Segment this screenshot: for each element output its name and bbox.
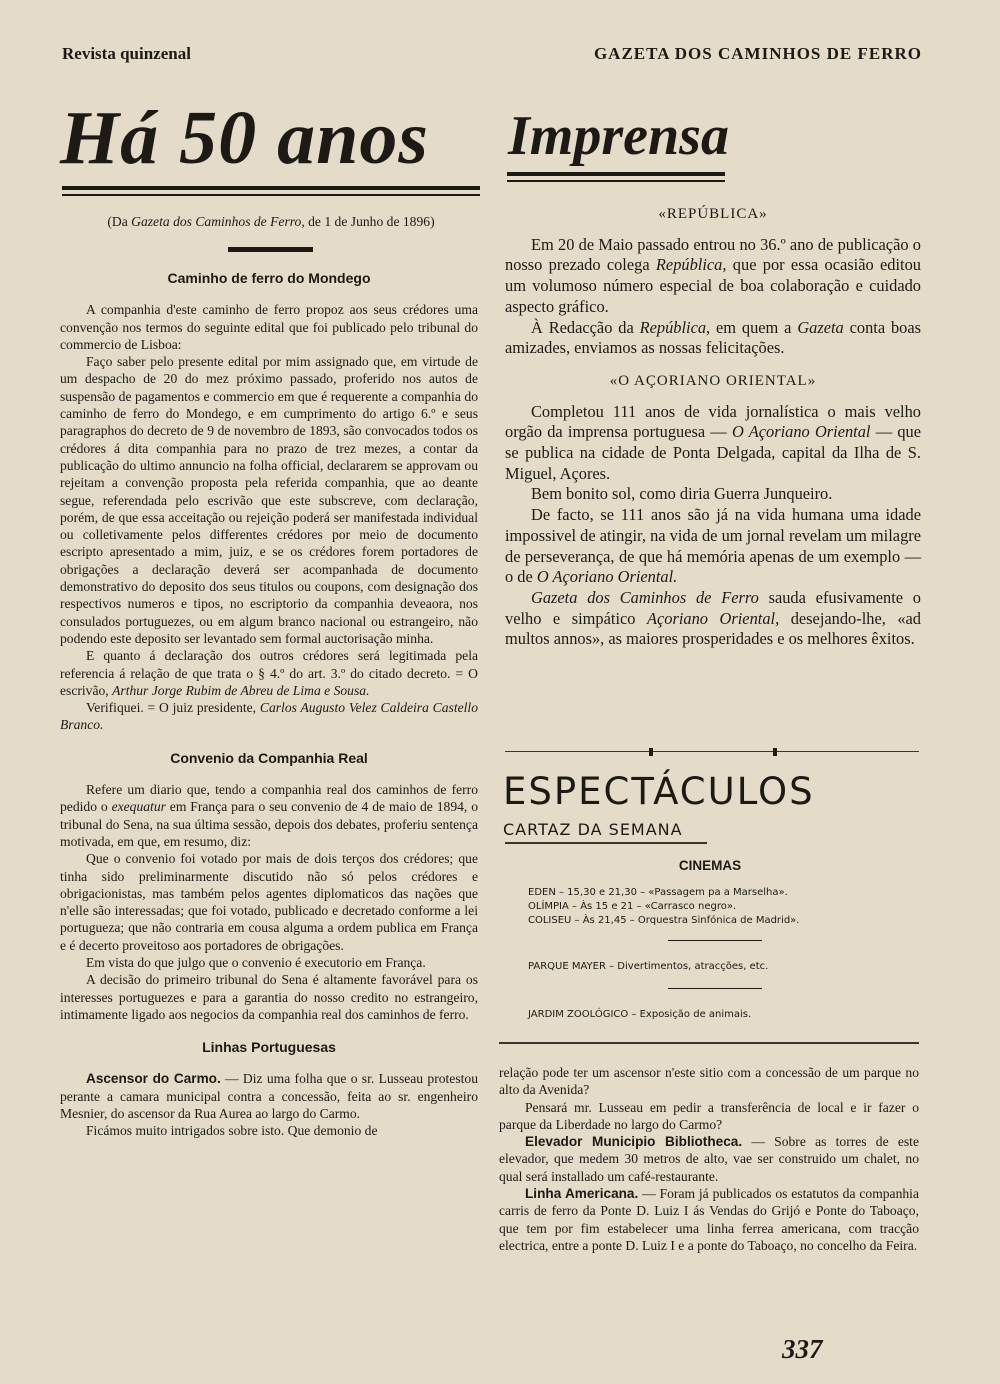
acoriano-p1a: Completou 111 anos de vida jornalística o mais velho orgão da imprensa portuguesa — (505, 401, 921, 442)
mondego-p3 (60, 647, 478, 699)
ornamental-divider (505, 748, 919, 756)
acoriano-p4-italic2: Açoriano Oriental, (647, 608, 780, 628)
cartaz-subtitle: CARTAZ DA SEMANA (503, 820, 683, 839)
right-title: Imprensa (508, 105, 729, 167)
mondego-p4 (60, 699, 478, 734)
republica-p1a: Em 20 de Maio passado entrou no 36.º ano de publicação o nosso prezado colega (505, 234, 921, 275)
acoriano-p1 (505, 402, 921, 485)
convenio-p1 (60, 781, 478, 850)
continuation (499, 1064, 919, 1254)
heading-mondego: Caminho de ferro do Mondego (167, 270, 371, 286)
ornament-mark-1 (649, 748, 653, 756)
republica-p2-italic2: Gazeta (797, 317, 844, 337)
source-divider (228, 247, 313, 252)
cont-p3 (499, 1133, 919, 1185)
page-number: 337 (782, 1334, 823, 1364)
listing-divider-2 (668, 988, 762, 989)
cartaz-underline (505, 842, 707, 844)
linhas-p2: Ficámos muito intrigados sobre isto. Que demonio de (86, 1123, 378, 1139)
ornament-line (505, 751, 919, 752)
cont-lead4: Linha Americana. (525, 1186, 639, 1202)
section-imprensa (505, 204, 921, 650)
cinemas-heading: CINEMAS (678, 858, 742, 873)
cont-p3-text: — Sobre as torres de este elevador, que medem 30 metros de alto, vae ser construido um chalet, no qual será installado um café-restaurante. (499, 1134, 919, 1184)
acoriano-p4a: sauda efusivamente o velho e simpático (505, 587, 921, 628)
header-left: Revista quinzenal (62, 44, 191, 63)
acoriano-p1-italic: O Açoriano Oriental (731, 422, 871, 442)
left-title-rule-2 (62, 194, 480, 196)
republica-p1-italic: República, (655, 255, 727, 275)
acoriano-p3 (505, 505, 921, 588)
listing-olimpia: OLÍMPIA – Às 15 e 21 – «Carrasco negro». (528, 901, 737, 912)
convenio-p3: Em vista do que julgo que o convenio é executorio em França. (86, 954, 426, 970)
listing-eden: EDEN – 15,30 e 21,30 – «Passagem pa a Marselha». (528, 887, 788, 898)
listing-jardim: JARDIM ZOOLÓGICO – Exposição de animais. (528, 1009, 752, 1020)
cont-p1: relação pode ter um ascensor n'este sitio com a concessão de um parque no alto da Avenida? (499, 1065, 919, 1098)
source-note (62, 214, 480, 230)
ornament-mark-2 (773, 748, 777, 756)
left-title: Há 50 anos (60, 96, 429, 180)
cont-lead3: Elevador Municipio Bibliotheca. (525, 1134, 743, 1150)
acoriano-p4 (505, 588, 921, 650)
acoriano-p4-italic1: Gazeta dos Caminhos de Ferro (531, 587, 759, 607)
source-prefix: (Da (107, 214, 132, 229)
source-journal: Gazeta dos Caminhos de Ferro (131, 214, 302, 229)
column-bottom-rule (499, 1042, 919, 1044)
heading-convenio: Convenio da Companhia Real (170, 749, 368, 766)
convenio-p1a: Refere um diario que, tendo a companhia real dos caminhos de ferro pedido o (60, 782, 478, 815)
heading-acoriano: «O AÇORIANO ORIENTAL» (609, 372, 817, 389)
heading-republica: «REPÚBLICA» (658, 206, 768, 222)
linhas-p1 (60, 1070, 478, 1122)
republica-p1 (505, 235, 921, 318)
mondego-p4-italic: Carlos Augusto Velez Caldeira Castello Branco. (60, 700, 478, 733)
cont-p2: Pensará mr. Lusseau em pedir a transferência de local e ir fazer o parque da Liberdade no largo do Carmo? (499, 1099, 919, 1132)
espectaculos-title: ESPECTÁCULOS (503, 770, 815, 813)
right-title-rule-1 (507, 172, 725, 176)
convenio-p1-italic: exequatur (111, 799, 166, 815)
section-mondego (60, 270, 478, 1140)
listing-parque: PARQUE MAYER – Divertimentos, atracções, etc. (528, 961, 769, 972)
convenio-p1b: em França para o seu convenio de 4 de maio de 1894, o tribunal do Sena, na sua última sessão, depois dos debates, proferiu sentença motivada, em que, em resumo, diz: (60, 799, 478, 849)
mondego-p1: A companhia d'este caminho de ferro propoz aos seus crédores uma convenção nos termos do seguinte edital que foi publicado pelo tribunal do commercio de Lisboa: (60, 302, 478, 352)
republica-p2c: conta boas amizades, enviamos as nossas felicitações. (505, 317, 922, 358)
right-title-rule-2 (507, 180, 725, 182)
acoriano-p3-italic: O Açoriano Oriental. (536, 567, 678, 587)
mondego-p3-italic: Arthur Jorge Rubim de Abreu de Lima e Sousa. (112, 682, 370, 698)
convenio-p4: A decisão do primeiro tribunal do Sena é altamente favorável para os interesses portuguezes e para a garantia do nosso credito no estrangeiro, intimamente ligado aos negocios da companhia real dos caminhos de ferro. (60, 972, 478, 1022)
cont-p4 (499, 1185, 919, 1254)
acoriano-p1b: — que se publica na cidade de Ponta Delgada, capital da Ilha de S. Miguel, Açores. (505, 422, 921, 483)
source-suffix: , de 1 de Junho de 1896) (301, 214, 435, 229)
mondego-p2: Faço saber pelo presente edital por mim assignado que, em virtude de um despacho de 20 do mez próximo passado, proferido nos autos de suspensão de pagamentos e commercio em que é requerente a companhia do caminho de ferro do Mondego, e em cumprimento do artigo 6.º e seus paragraphos do decreto de 9 de novembro de 1893, são convocados todos os crédores á dita companhia para no prazo de trez mezes, a contar da publicação do ultimo annuncio na folha official, declararem se approvam ou rejeitam a convenção proposta pela referida companhia, que ao deante segue, referendada pelo escrivão que este subscreve, com declaração, porém, de que essa acceitação ou rejeição poderá ser manifestada individual ou colletivamente pelos differentes crédores por meio de documento escripto apresentado a mim, juiz, e se os crédores forem portadores de obrigações a declaração deverá ser acompanhada de documento demonstrativo do deposito dos seus titulos ou coupons, com designação dos respectivos numeros e tipos, no escriptorio da companhia deveaora, nos consulados portuguezes, ou em algum branco nacional ou estrangeiro, não podendo este deposito ser levantado sem formal auctorisação minha. (60, 354, 478, 646)
left-title-rule-1 (62, 186, 480, 190)
cinema-listings (528, 886, 799, 928)
convenio-p2: Que o convenio foi votado por mais de dois terços dos crédores; que tinha sido preliminarmente discutido não só pelos crédores e obrigacionistas, mas também pelos agentes diplomaticos das nações que n'elle são interessadas; que foi votado, publicado e decretado conforme a lei portugueza; que não contraria em cousa alguma a ordem publica em França e é decerto proveitoso aos portadores de obrigações. (60, 851, 478, 953)
republica-p2b: , em quem a (706, 317, 798, 337)
republica-p1b: que por essa ocasião editou um volumoso número especial de boa colaboração e cuidado aspecto gráfico. (505, 255, 921, 316)
acoriano-p4b: desejando-lhe, «ad multos annos», as maiores prosperidades e os melhores êxitos. (505, 608, 922, 649)
linhas-lead: Ascensor do Carmo. (86, 1071, 221, 1087)
mondego-p3-text: E quanto á declaração dos outros crédores será legitimada pela referencia á relação de que trata o § 4.º do art. 3.º do citado decreto. = O escrivão, (60, 648, 478, 698)
mondego-p4-text: Verifiquei. = O juiz presidente, (86, 700, 260, 716)
republica-p2 (505, 318, 921, 359)
listing-coliseu: COLISEU – Às 21,45 – Orquestra Sinfónica de Madrid». (528, 915, 800, 926)
heading-linhas: Linhas Portuguesas (202, 1039, 336, 1056)
linhas-p1-text: — Diz uma folha que o sr. Lusseau protestou perante a camara municipal contra a concessão, feita ao sr. engenheiro Mesnier, do ascensor da Rua Aurea ao largo do Carmo. (60, 1071, 478, 1122)
listing-divider-1 (668, 940, 762, 941)
republica-p2a: À Redacção da (531, 317, 640, 337)
header-right: GAZETA DOS CAMINHOS DE FERRO (593, 44, 922, 63)
cont-p4-text: — Foram já publicados os estatutos da companhia carris de ferro da Ponte D. Luiz I ás Vendas do Grijó e Ponte do Taboaço, que tem por fim estabelecer uma linha ferrea americana, com tracção electrica, entre a ponte D. Luiz I e a ponte do Taboaço, no concelho da Feira. (499, 1186, 919, 1253)
acoriano-p2: Bem bonito sol, como diria Guerra Junqueiro. (531, 484, 833, 504)
acoriano-p3a: De facto, se 111 anos são já na vida humana uma idade impossivel de atingir, na vida de um jornal revelam um milagre de perseverança, de que há memória apenas de um exemplo — o de (505, 505, 921, 587)
republica-p2-italic1: República (639, 317, 707, 337)
